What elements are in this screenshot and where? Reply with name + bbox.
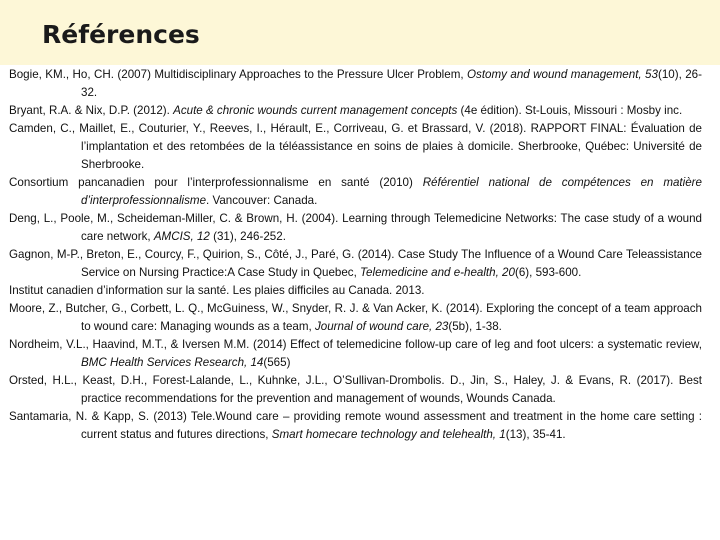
- reference-source: Journal of wound care, 23: [314, 320, 449, 333]
- reference-details: (5b), 1-38.: [448, 320, 502, 333]
- reference-source: Smart homecare technology and telehealth, 1: [271, 428, 506, 441]
- reference-text: Moore, Z., Butcher, G., Corbett, L. Q., McGuiness, W., Snyder, R. J. & Van Acker, K. (2014). Exploring the concept of a team approach to wound care: Managing wounds as a team,: [9, 302, 702, 333]
- reference-text: Camden, C., Maillet, E., Couturier, Y., Reeves, I., Hérault, E., Corriveau, G. et Brassard, V. (2018). RAPPORT FINAL: Évaluation de l’implantation et des retombées de la téléassistance en soins de plaies à domicile. Sherbrooke, Québec: Université de Sherbrooke.: [9, 122, 702, 171]
- reference-details: (13), 35-41.: [505, 428, 566, 441]
- reference-details: (4e édition). St-Louis, Missouri : Mosby inc.: [457, 104, 683, 117]
- reference-source: Ostomy and wound management, 53: [467, 68, 658, 81]
- reference-details: (565): [263, 356, 291, 369]
- reference-text: Deng, L., Poole, M., Scheideman-Miller, C. & Brown, H. (2004). Learning through Telemedicine Networks: The case study of a wound care network,: [9, 212, 702, 243]
- reference-details: (31), 246-252.: [209, 230, 286, 243]
- reference-source: AMCIS, 12: [153, 230, 210, 243]
- reference-list: [9, 66, 702, 444]
- reference-text: Consortium pancanadien pour l’interprofessionnalisme en santé (2010): [9, 176, 423, 189]
- reference-source: Référentiel national de compétences en matière d’interprofessionnalisme: [81, 176, 702, 207]
- reference-text: Nordheim, V.L., Haavind, M.T., & Iversen M.M. (2014) Effect of telemedicine follow-up care of leg and foot ulcers: a systematic review,: [9, 338, 702, 351]
- reference-item: [9, 282, 702, 300]
- reference-details: (10), 26-32.: [81, 68, 702, 99]
- reference-item: [9, 336, 702, 372]
- page-title: Références: [42, 20, 200, 49]
- reference-details: . Vancouver: Canada.: [206, 194, 318, 207]
- reference-text: Gagnon, M-P., Breton, E., Courcy, F., Quirion, S., Côté, J., Paré, G. (2014). Case Study The Influence of a Wound Care Teleassistance Service on Nursing Practice:A Case Study in Quebec,: [9, 248, 702, 279]
- reference-item: [9, 102, 702, 120]
- reference-item: [9, 66, 702, 102]
- reference-text: Bogie, KM., Ho, CH. (2007) Multidisciplinary Approaches to the Pressure Ulcer Problem,: [9, 68, 468, 81]
- reference-item: [9, 174, 702, 210]
- reference-source: Telemedicine and e-health, 20: [360, 266, 515, 279]
- reference-details: (6), 593-600.: [514, 266, 582, 279]
- reference-item: [9, 408, 702, 444]
- reference-item: [9, 372, 702, 408]
- reference-text: Orsted, H.L., Keast, D.H., Forest-Lalande, L., Kuhnke, J.L., O’Sullivan-Drombolis. D., Jin, S., Haley, J. & Evans, R. (2017). Best practice recommendations for the prevention and management of wounds, Wounds Canada.: [9, 374, 702, 405]
- reference-text: Bryant, R.A. & Nix, D.P. (2012).: [9, 104, 174, 117]
- reference-source: BMC Health Services Research, 14: [81, 356, 264, 369]
- reference-text: Santamaria, N. & Kapp, S. (2013) Tele.Wound care – providing remote wound assessment and treatment in the home care setting : current status and futures directions,: [9, 410, 702, 441]
- reference-source: Acute & chronic wounds current management concepts: [173, 104, 458, 117]
- reference-item: [9, 246, 702, 282]
- reference-item: [9, 300, 702, 336]
- reference-item: [9, 210, 702, 246]
- reference-text: Institut canadien d’information sur la santé. Les plaies difficiles au Canada. 2013.: [9, 284, 425, 297]
- reference-item: [9, 120, 702, 174]
- title-band: [0, 0, 720, 65]
